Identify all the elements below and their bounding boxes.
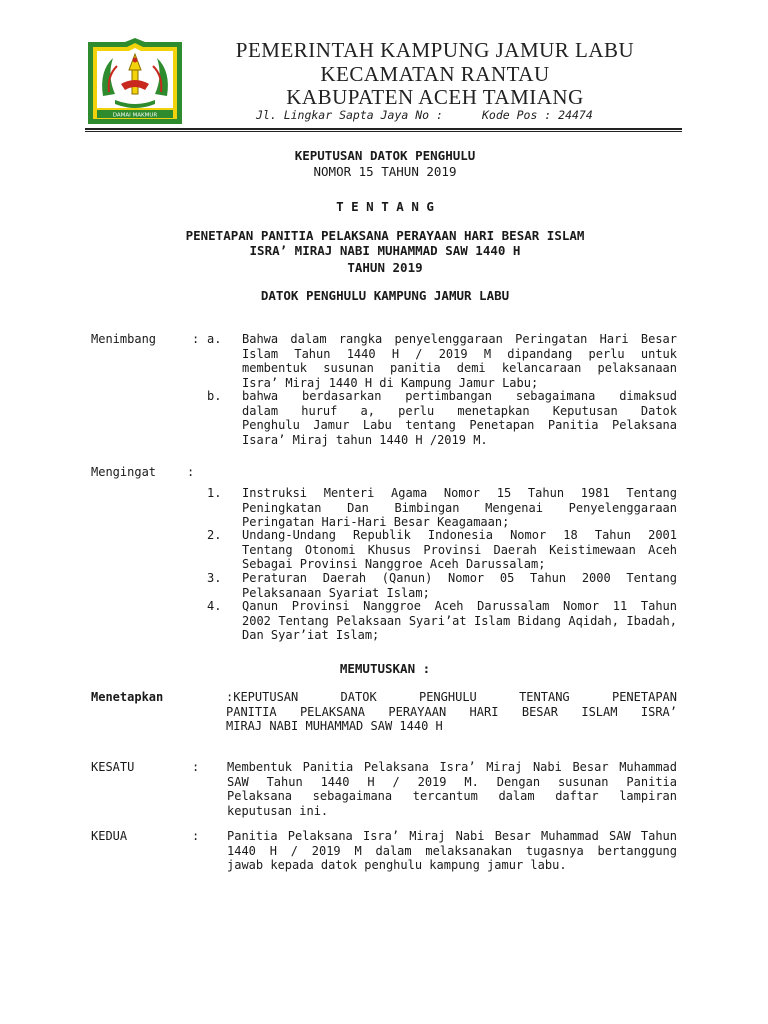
menimbang-label: Menimbang — [91, 332, 157, 346]
kesatu-text — [227, 760, 677, 818]
header-government-title: PEMERINTAH KAMPUNG JAMUR LABU — [235, 38, 635, 62]
kedua-text — [227, 829, 677, 873]
subject-line-3: TAHUN 2019 — [347, 260, 423, 275]
header-rule-thin — [85, 131, 682, 132]
mengingat-item-line: Peringatan Hari-Hari Besar Keagamaan; — [242, 515, 510, 529]
kedua-label: KEDUA — [91, 829, 128, 843]
mengingat-item-line: Instruksi Menteri Agama Nomor 15 Tahun 1981 Tentang — [242, 486, 677, 500]
kedua-colon: : — [192, 829, 200, 843]
kesatu-colon: : — [192, 760, 200, 774]
header-rule-thick — [85, 128, 682, 130]
subject-line-2: ISRA’ MIRAJ NABI MUHAMMAD SAW 1440 H — [249, 243, 521, 258]
menimbang-a-marker: a. — [207, 332, 222, 346]
mengingat-label: Mengingat — [91, 465, 157, 479]
kesatu-line: keputusan ini. — [227, 803, 329, 818]
mengingat-item-line: Qanun Provinsi Nanggroe Aceh Darussalam Nomor 11 Tahun — [242, 599, 677, 613]
mengingat-item-line: Sebagai Provinsi Nanggroe Aceh Darussalam; — [242, 557, 546, 571]
menetapkan-line: :KEPUTUSAN DATOK PENGHULU TENTANG PENETAPAN — [226, 690, 677, 704]
kesatu-label: KESATU — [91, 760, 135, 774]
aceh-tamiang-emblem-logo — [85, 36, 185, 128]
mengingat-item-text — [242, 571, 677, 600]
header-district-title: KECAMATAN RANTAU — [320, 62, 550, 86]
kedua-line: 1440 H / 2019 M dalam melaksanakan tugasnya bertanggung — [227, 843, 677, 858]
logo-banner-text: DAMAI MAKMUR — [112, 112, 158, 119]
mengingat-item-line: Dan Syar’iat Islam; — [242, 628, 380, 642]
kedua-line: jawab kepada datok penghulu kampung jamur labu. — [227, 858, 567, 872]
menimbang-b-line: Penghulu Jamur Labu tentang Penetapan Panitia Pelaksana — [242, 418, 677, 432]
menimbang-a-line: membentuk susunan panitia demi kelancaraan pelaksanaan — [242, 361, 677, 375]
mengingat-item-line: Undang-Undang Republik Indonesia Nomor 18 Tahun 2001 — [242, 528, 677, 542]
menimbang-b-marker: b. — [207, 389, 222, 403]
mengingat-item-line: Tentang Otonomi Khusus Provinsi Daerah Keistimewaan Aceh — [242, 542, 677, 557]
mengingat-item-line: Peningkatan Dan Bimbingan Mengenai Penyelenggaraan — [242, 500, 677, 515]
header-postcode: Kode Pos : 24474 — [482, 108, 593, 122]
mengingat-colon: : — [187, 465, 195, 479]
menimbang-a-line: Islam Tahun 1440 H / 2019 M dipandang perlu untuk — [242, 346, 677, 361]
decision-number: NOMOR 15 TAHUN 2019 — [313, 164, 457, 179]
menimbang-b-text — [242, 389, 677, 447]
decision-about: T E N T A N G — [336, 199, 434, 214]
header-address: Jl. Lingkar Sapta Jaya No : — [256, 108, 443, 122]
mengingat-item-text — [242, 528, 677, 572]
kesatu-line: Pelaksana sebagaimana tercantum dalam daftar lampiran — [227, 789, 677, 803]
menimbang-a-line: Bahwa dalam rangka penyelenggaraan Peringatan Hari Besar — [242, 332, 677, 346]
mengingat-item-line: Peraturan Daerah (Qanun) Nomor 05 Tahun 2000 Tentang — [242, 571, 677, 585]
subject-line-1: PENETAPAN PANITIA PELAKSANA PERAYAAN HARI BESAR ISLAM — [185, 228, 585, 243]
menetapkan-line: MIRAJ NABI MUHAMMAD SAW 1440 H — [226, 719, 443, 733]
menetapkan-line: PANITIA PELAKSANA PERAYAAN HARI BESAR ISLAM ISRA’ — [226, 704, 677, 719]
header-regency-title: KABUPATEN ACEH TAMIANG — [286, 85, 584, 109]
menetapkan-label: Menetapkan — [91, 690, 164, 704]
menimbang-b-line: bahwa berdasarkan pertimbangan sebagaimana dimaksud — [242, 389, 677, 403]
mengingat-item-line: 2002 Tentang Pelaksaan Syari’at Islam Bidang Aqidah, Ibadah, — [242, 613, 677, 628]
mengingat-item-text — [242, 486, 677, 530]
mengingat-item-number: 4. — [207, 599, 222, 613]
decision-title: KEPUTUSAN DATOK PENGHULU — [294, 148, 476, 163]
menimbang-colon: : — [192, 332, 200, 346]
menimbang-a-line: Isra’ Miraj 1440 H di Kampung Jamur Labu; — [242, 375, 539, 390]
menimbang-a-text — [242, 332, 677, 390]
mengingat-item-number: 2. — [207, 528, 222, 542]
kesatu-line: Membentuk Panitia Pelaksana Isra’ Miraj Nabi Besar Muhammad — [227, 760, 677, 774]
kesatu-line: SAW Tahun 1440 H / 2019 M. Dengan susunan Panitia — [227, 774, 677, 789]
mengingat-item-line: Pelaksanaan Syariat Islam; — [242, 585, 430, 600]
mengingat-item-number: 1. — [207, 486, 222, 500]
menimbang-b-line: dalam huruf a, perlu menetapkan Keputusan Datok — [242, 403, 677, 418]
kedua-line: Panitia Pelaksana Isra’ Miraj Nabi Besar Muhammad SAW Tahun — [227, 829, 677, 843]
issuer-title: DATOK PENGHULU KAMPUNG JAMUR LABU — [260, 288, 510, 303]
mengingat-item-number: 3. — [207, 571, 222, 585]
memutuskan-heading: MEMUTUSKAN : — [339, 661, 431, 676]
menetapkan-text — [226, 690, 677, 734]
menimbang-b-line: Isara’ Miraj tahun 1440 H /2019 M. — [242, 432, 488, 447]
mengingat-item-text — [242, 599, 677, 643]
